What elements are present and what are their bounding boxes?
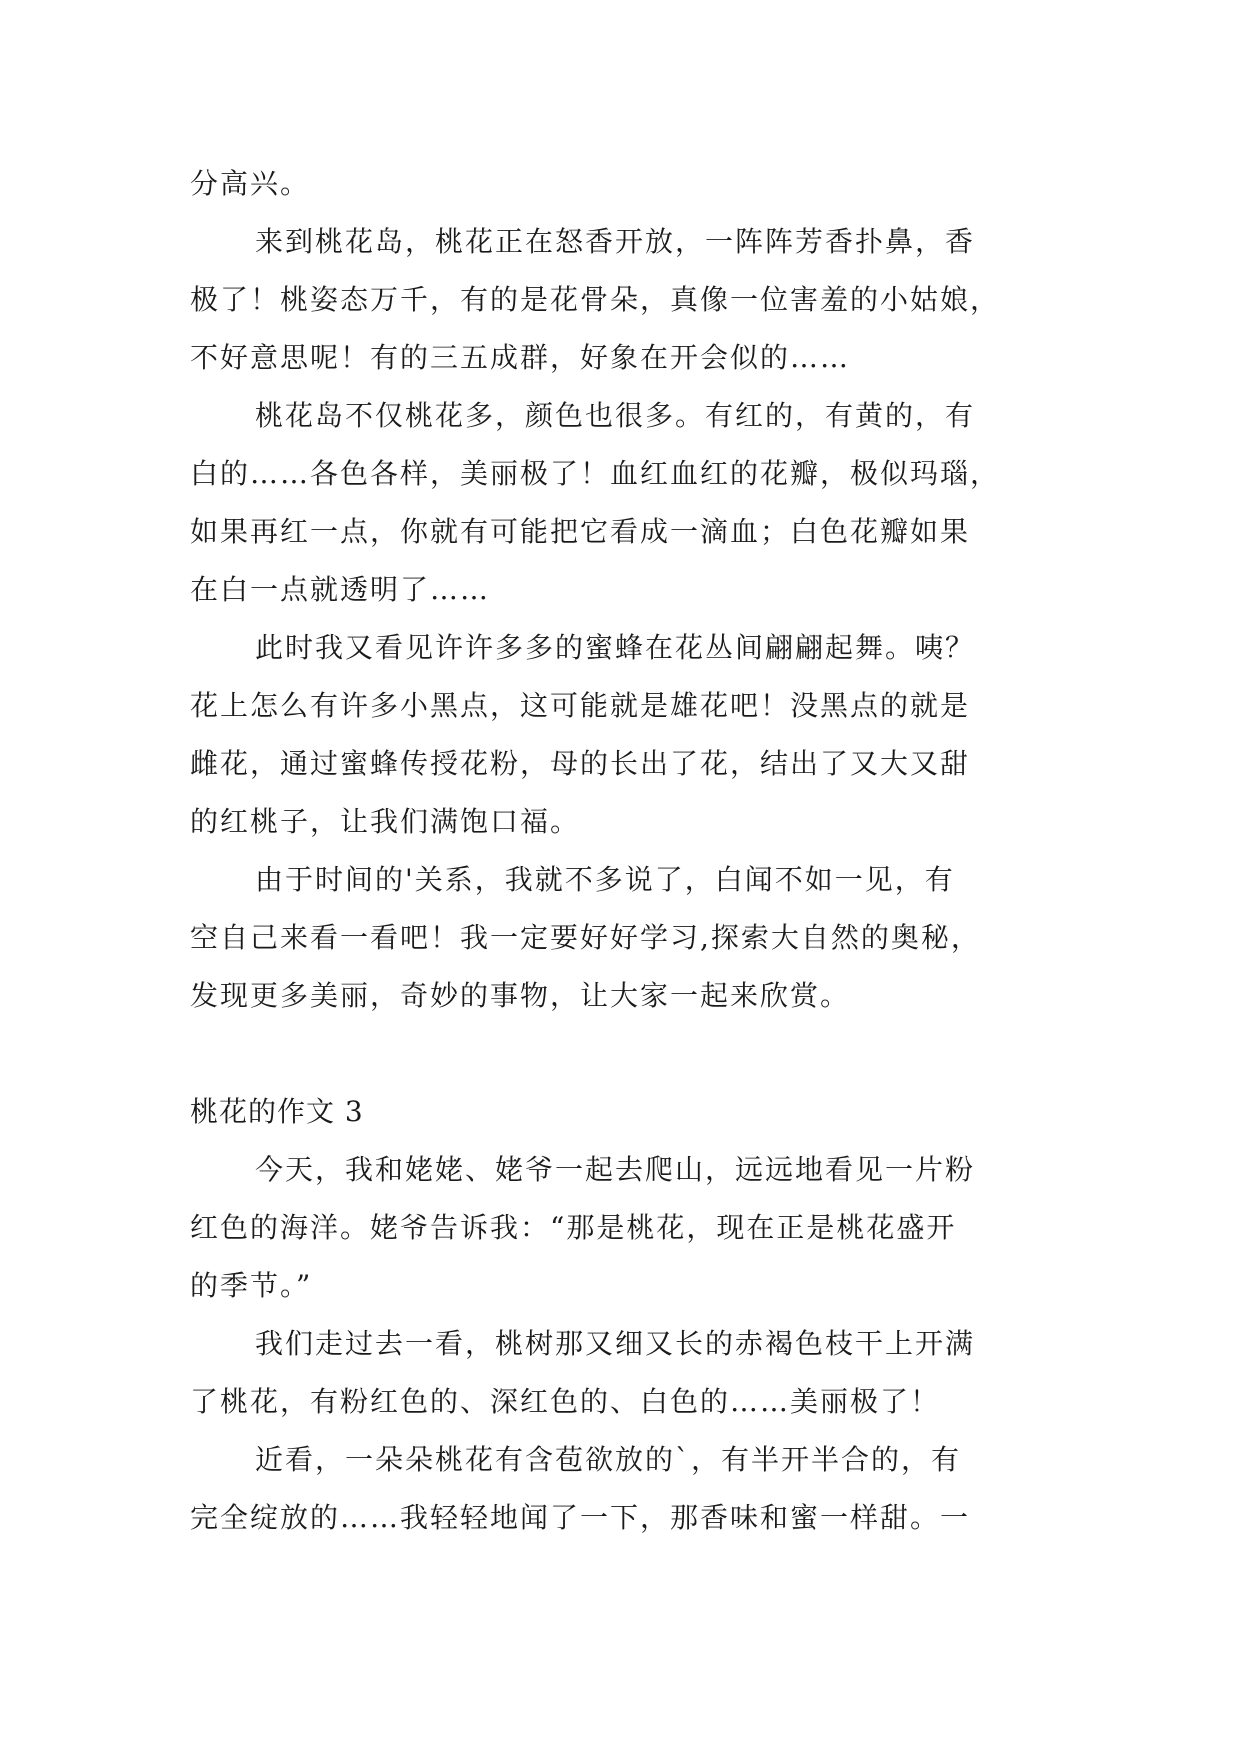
paragraph-first-line: 此时我又看见许许多多的蜜蜂在花丛间翩翩起舞。咦？ xyxy=(255,631,976,664)
paragraph-first-line: 来到桃花岛，桃花正在怒香开放，一阵阵芳香扑鼻，香 xyxy=(255,225,976,258)
text-line: 在白一点就透明了…… xyxy=(190,573,491,606)
paragraph-first-line: 桃花岛不仅桃花多，颜色也很多。有红的，有黄的，有 xyxy=(255,399,976,432)
text-line: 了桃花，有粉红色的、深红色的、白色的……美丽极了！ xyxy=(190,1385,941,1418)
paragraph-first-line: 近看，一朵朵桃花有含苞欲放的`，有半开半合的，有 xyxy=(255,1443,962,1476)
text-line: 的红桃子，让我们满饱口福。 xyxy=(190,805,581,838)
section-heading: 桃花的作文 3 xyxy=(190,1095,364,1128)
paragraph-first-line: 由于时间的'关系，我就不多说了，白闻不如一见，有 xyxy=(255,863,955,896)
text-line: 极了！桃姿态万千，有的是花骨朵，真像一位害羞的小姑娘， xyxy=(190,283,1001,316)
text-line: 红色的海洋。姥爷告诉我：“那是桃花，现在正是桃花盛开 xyxy=(190,1211,957,1244)
text-line: 如果再红一点，你就有可能把它看成一滴血；白色花瓣如果 xyxy=(190,515,971,548)
text-line: 完全绽放的……我轻轻地闻了一下，那香味和蜜一样甜。一 xyxy=(190,1501,971,1534)
text-line: 雌花，通过蜜蜂传授花粉，母的长出了花，结出了又大又甜 xyxy=(190,747,971,780)
text-line: 花上怎么有许多小黑点，这可能就是雄花吧！没黑点的就是 xyxy=(190,689,971,722)
paragraph-first-line: 我们走过去一看，桃树那又细又长的赤褐色枝干上开满 xyxy=(255,1327,976,1360)
text-line: 的季节。” xyxy=(190,1269,313,1302)
text-line: 分高兴。 xyxy=(190,167,311,200)
paragraph-first-line: 今天，我和姥姥、姥爷一起去爬山，远远地看见一片粉 xyxy=(255,1153,976,1186)
text-line: 不好意思呢！有的三五成群，好象在开会似的…… xyxy=(190,341,851,374)
text-line: 发现更多美丽，奇妙的事物，让大家一起来欣赏。 xyxy=(190,979,851,1012)
text-line: 白的……各色各样，美丽极了！血红血红的花瓣，极似玛瑙， xyxy=(190,457,1001,490)
text-line: 空自己来看一看吧！我一定要好好学习,探索大自然的奥秘， xyxy=(190,921,981,954)
